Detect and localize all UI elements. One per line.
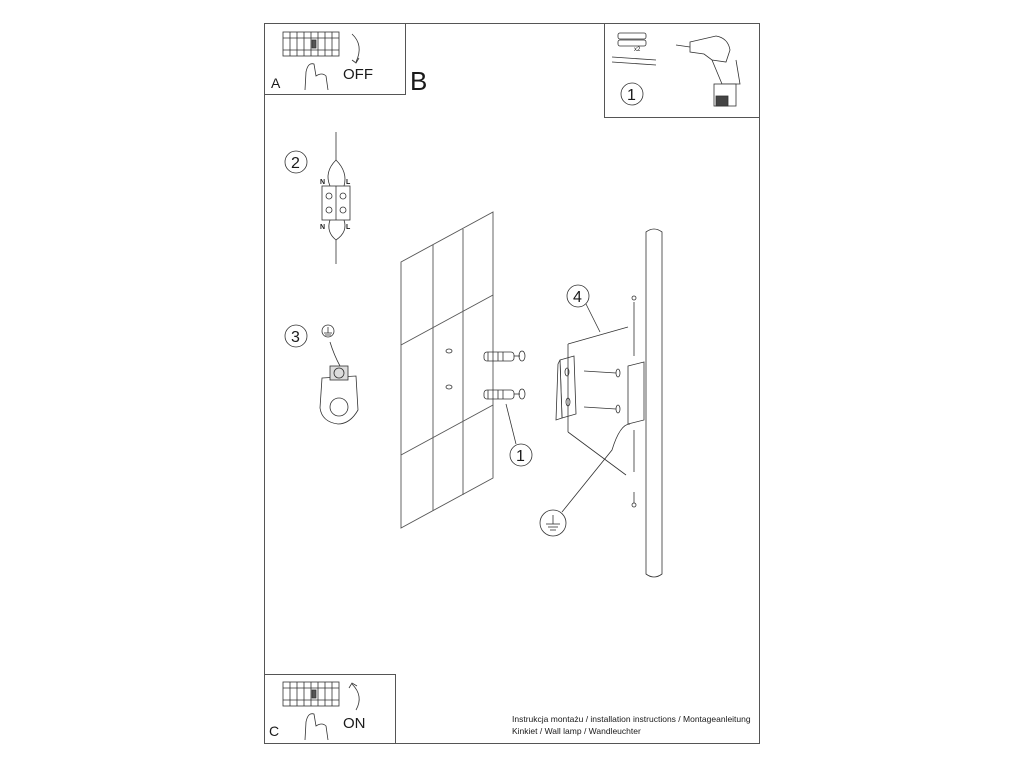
wiring-l-top: L [346,179,351,186]
wiring-step-number: 2 [291,155,300,172]
wall-tiles [401,212,493,528]
panel-b-letter: B [410,66,428,96]
panel-a-off-label: OFF [343,66,373,83]
wiring-n-bottom: N [320,224,326,231]
bracket-step-number: 4 [573,289,582,306]
breaker-icon-a [283,32,359,90]
ground-step-number: 3 [291,329,300,346]
dowel-screw-bottom [484,389,525,399]
caption-product: Kinkiet / Wall lamp / Wandleuchter [512,726,641,736]
lamp-tube [628,229,662,577]
ground-symbol [540,424,630,536]
wiring-n-top: N [320,179,326,186]
screws-step-number: 1 [516,448,525,465]
drill-icon [676,36,740,106]
panel-c-on-label: ON [343,715,366,732]
wiring-l-bottom: L [346,224,351,231]
tools-step-number: 1 [627,87,636,104]
breaker-icon-c [283,682,359,740]
wiring-diagram [285,132,350,264]
dowel-screw-top [484,351,525,361]
panel-a-letter: A [271,75,281,91]
panel-c-letter: C [269,723,280,739]
dowel-quantity: x2 [634,47,641,53]
caption-instructions: Instrukcja montażu / installation instructions / Montageanleitung [512,714,751,724]
mounting-bracket [556,356,576,420]
